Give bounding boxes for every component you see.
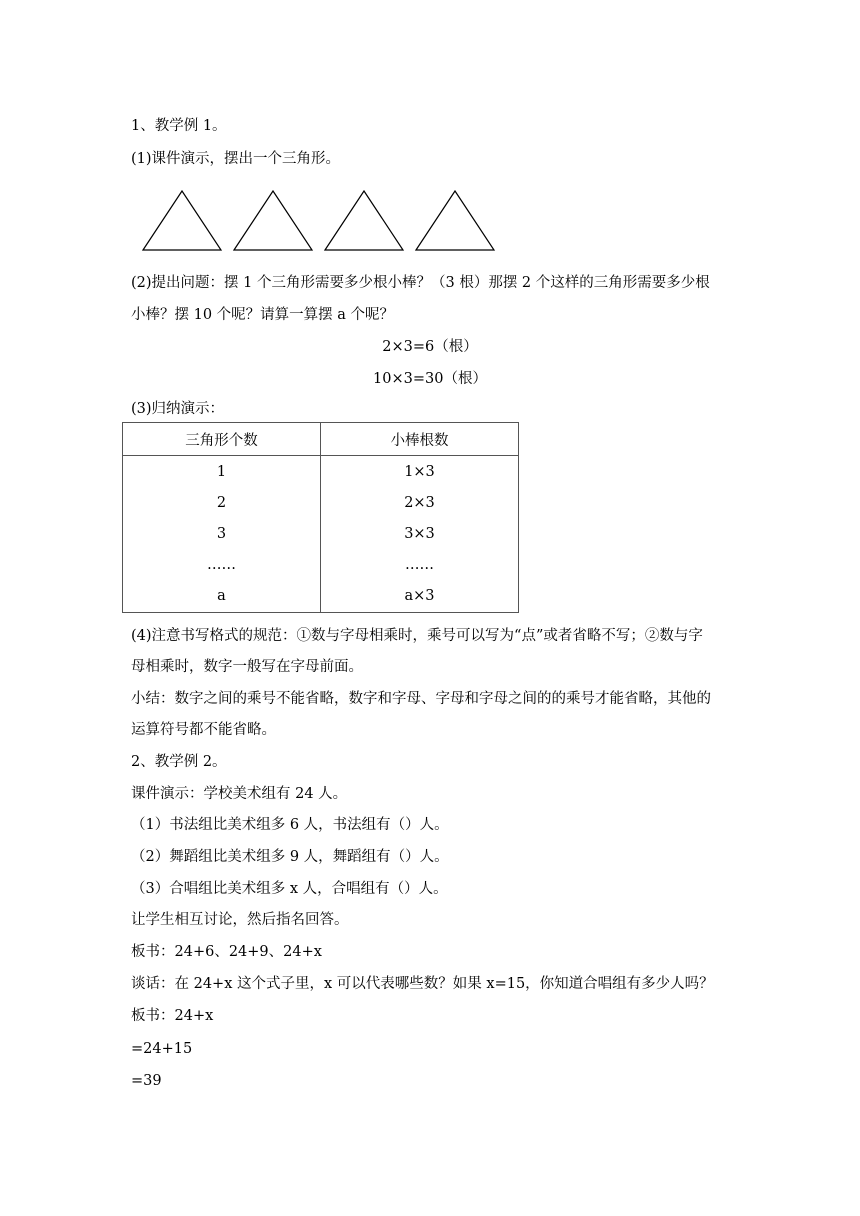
table-cell: 1×3 xyxy=(321,456,519,488)
table-row xyxy=(123,550,519,581)
table-cell: 3×3 xyxy=(321,518,519,549)
triangle-shape xyxy=(325,191,403,250)
triangle-shape xyxy=(143,191,221,250)
step1-text: (1)课件演示，摆出一个三角形。 xyxy=(131,151,341,167)
question-2: （2）舞蹈组比美术组多 9 人，舞蹈组有（）人。 xyxy=(131,849,449,865)
table-cell: 3 xyxy=(123,518,321,549)
calculation-step-1: =24+15 xyxy=(131,1041,193,1057)
table-header-row xyxy=(123,423,519,456)
question-1: （1）书法组比美术组多 6 人，书法组有（）人。 xyxy=(131,817,449,833)
table-row xyxy=(123,518,519,549)
calculation-step-2: =39 xyxy=(131,1073,162,1089)
triangle-shape xyxy=(416,191,494,250)
step4-text-line1: (4)注意书写格式的规范：①数与字母相乘时，乘号可以写为“点”或者省略不写；②数与字 xyxy=(131,628,703,644)
table-row xyxy=(123,581,519,613)
table-header-cell: 小棒根数 xyxy=(321,423,519,456)
summary-table xyxy=(122,422,519,613)
step4-text-line2: 母相乘时，数字一般写在字母前面。 xyxy=(131,659,363,675)
table-cell: …… xyxy=(123,550,321,581)
discussion-text: 让学生相互讨论，然后指名回答。 xyxy=(131,912,349,928)
example1-heading: 1、教学例 1。 xyxy=(131,118,227,134)
triangles-figure xyxy=(131,188,501,252)
step3-text: (3)归纳演示： xyxy=(131,401,225,417)
board-writing-1: 板书：24+6、24+9、24+x xyxy=(131,944,322,960)
equation-1: 2×3=6（根） xyxy=(382,339,478,355)
step2-text-line1: (2)提出问题：摆 1 个三角形需要多少根小棒？（3 根）那摆 2 个这样的三角形需要多少根 xyxy=(131,275,710,291)
step2-text-line2: 小棒？摆 10 个呢？请算一算摆 a 个呢？ xyxy=(131,307,395,323)
table-row xyxy=(123,456,519,488)
table-cell: 2×3 xyxy=(321,487,519,518)
table-cell: a xyxy=(123,581,321,613)
equation-2: 10×3=30（根） xyxy=(373,371,487,387)
table-cell: a×3 xyxy=(321,581,519,613)
question-3: （3）合唱组比美术组多 x 人，合唱组有（）人。 xyxy=(131,881,448,897)
board-writing-2: 板书：24+x xyxy=(131,1008,214,1024)
table-cell: 1 xyxy=(123,456,321,488)
triangle-shape xyxy=(234,191,312,250)
summary-text-line2: 运算符号都不能省略。 xyxy=(131,722,276,738)
table-row xyxy=(123,487,519,518)
demo-text: 课件演示：学校美术组有 24 人。 xyxy=(131,786,348,802)
table-cell: 2 xyxy=(123,487,321,518)
summary-text-line1: 小结：数字之间的乘号不能省略，数字和字母、字母和字母之间的的乘号才能省略，其他的 xyxy=(131,691,711,707)
table-cell: …… xyxy=(321,550,519,581)
table-header-cell: 三角形个数 xyxy=(123,423,321,456)
talk-text: 谈话：在 24+x 这个式子里，x 可以代表哪些数？如果 x=15，你知道合唱组有多少人吗？ xyxy=(131,976,714,992)
example2-heading: 2、教学例 2。 xyxy=(131,754,227,770)
